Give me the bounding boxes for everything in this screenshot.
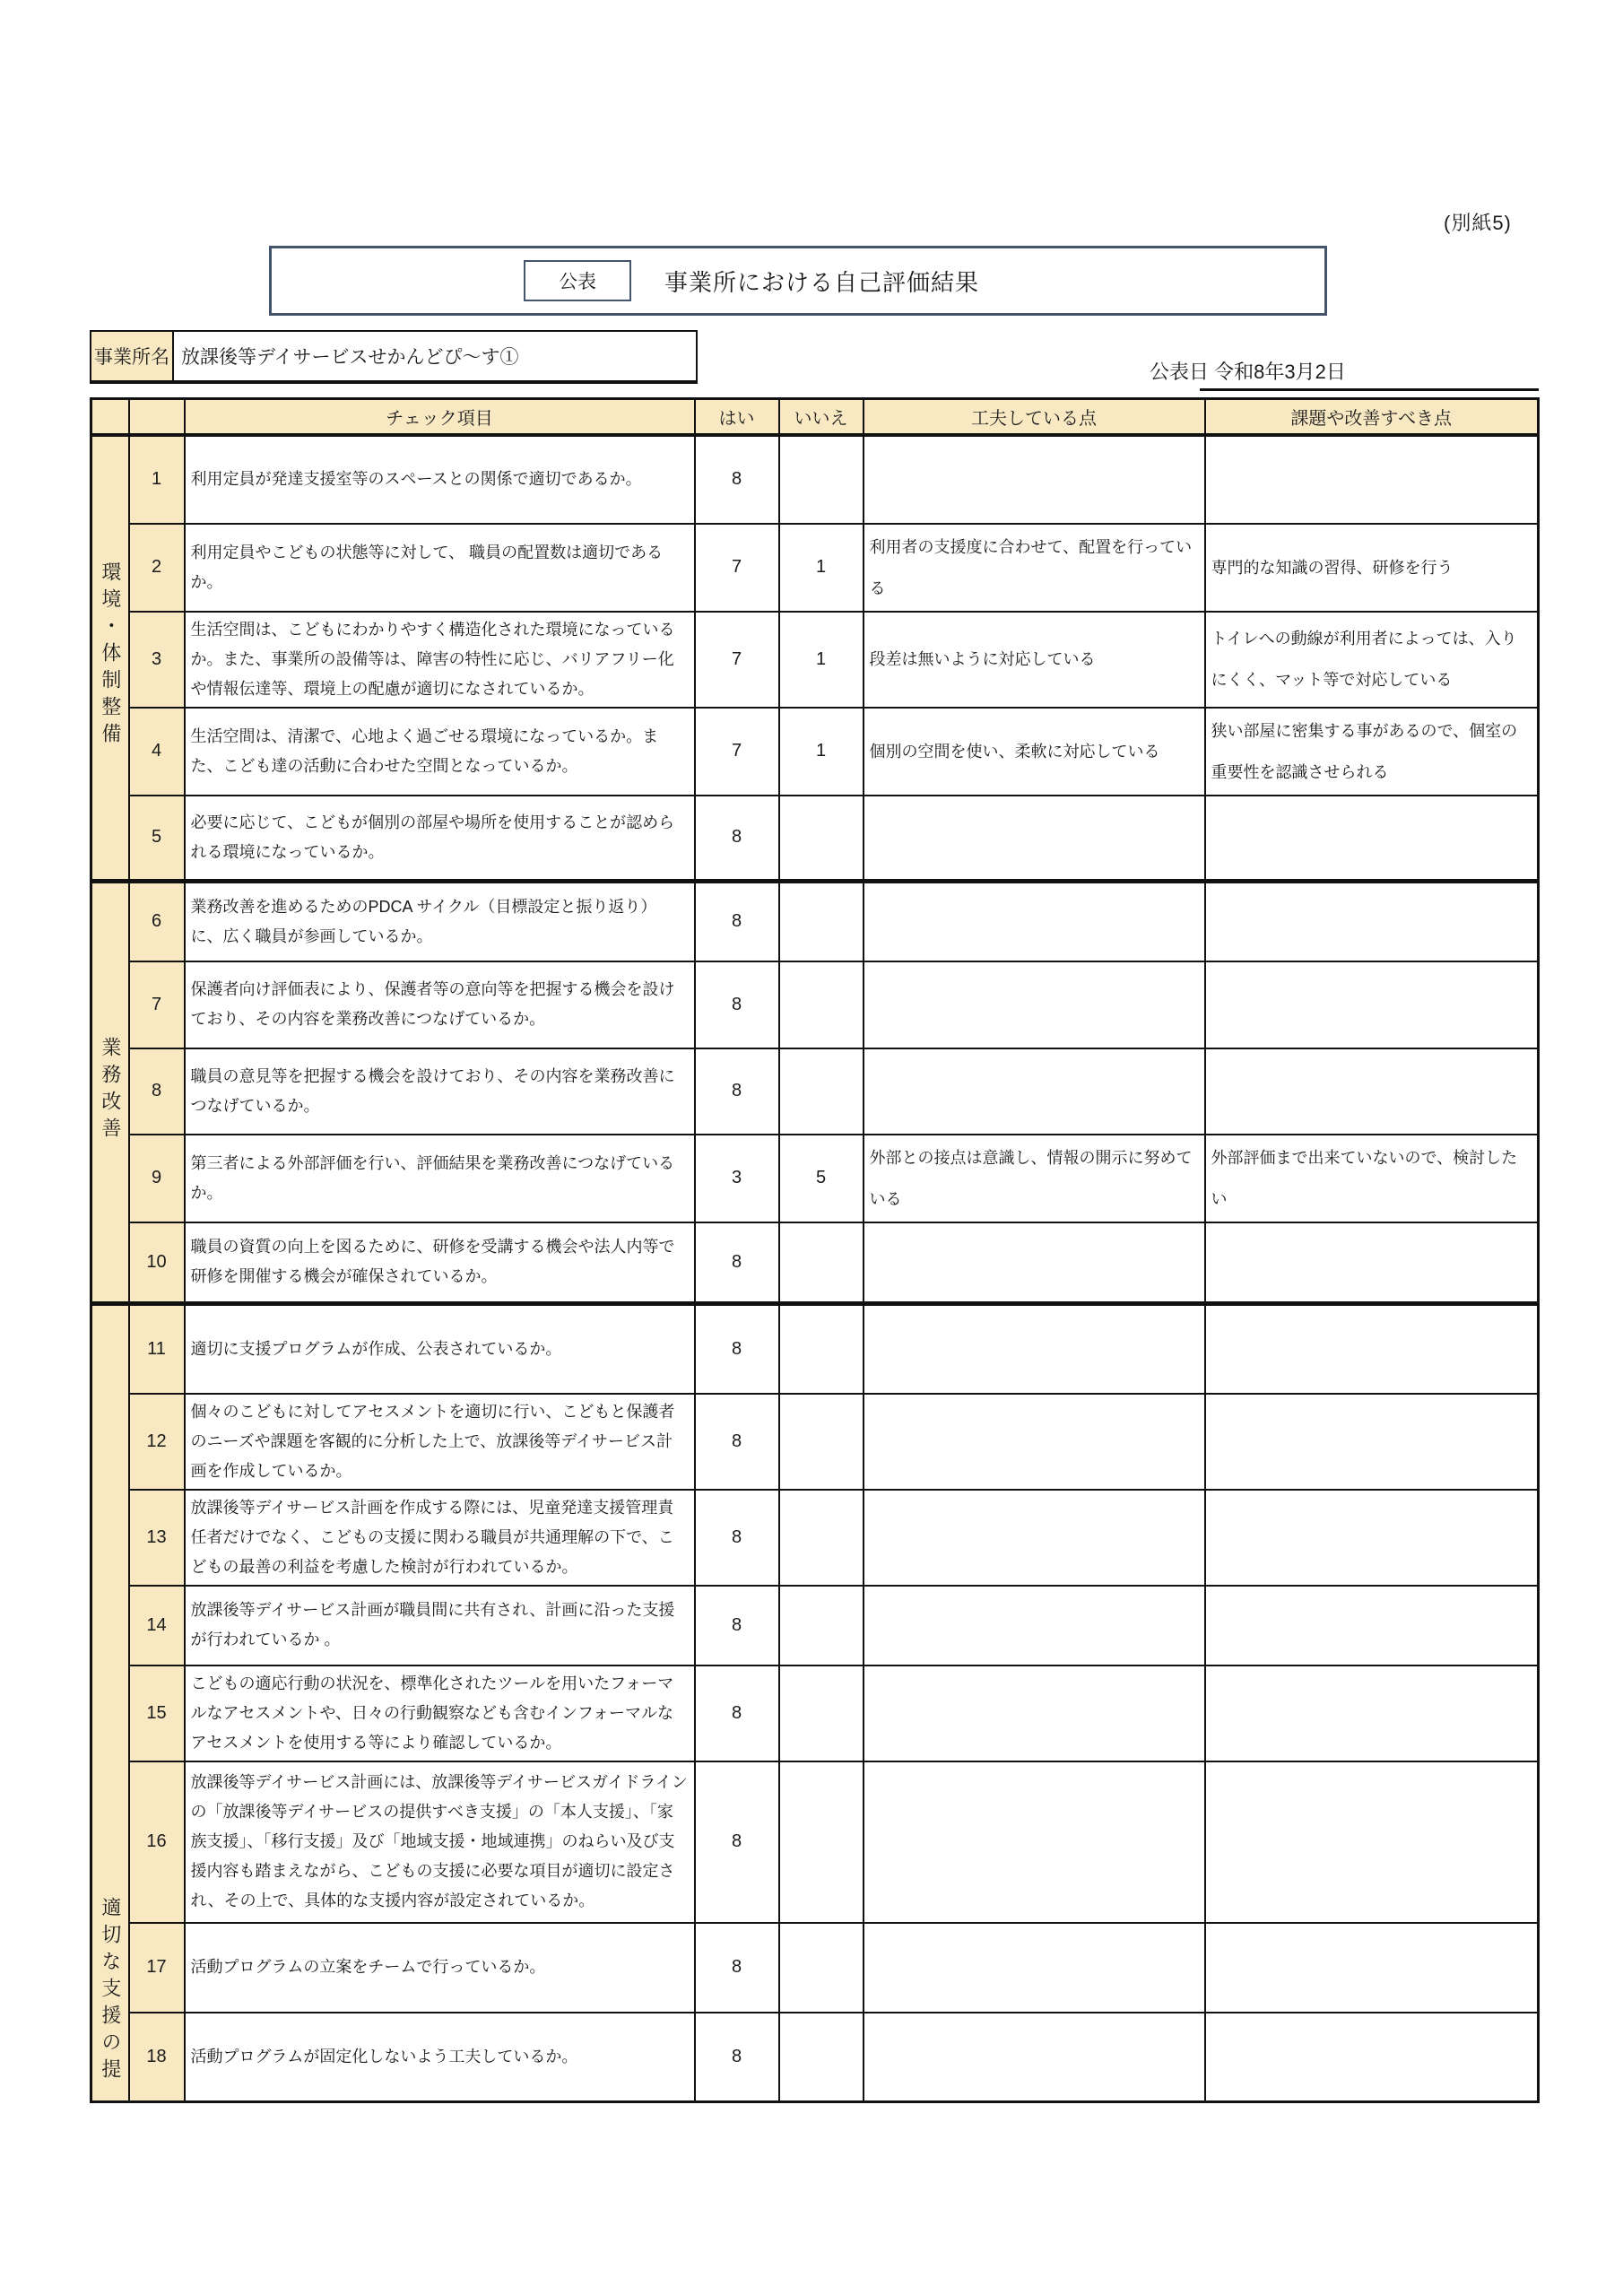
issues-cell [1205,1665,1539,1761]
no-count-cell [779,1586,864,1665]
category-cell-operations [91,882,129,1304]
table-row [91,1135,1539,1222]
category-label: 業務改善 [99,1036,122,1144]
no-count-cell [779,1665,864,1761]
check-item-cell: 活動プログラムが固定化しないよう工夫しているか。 [185,2013,695,2102]
issues-cell [1205,882,1539,961]
issues-cell [1205,1586,1539,1665]
no-count-cell: 1 [779,524,864,612]
table-row [91,1586,1539,1665]
row-number: 12 [129,1394,185,1490]
no-count-cell: 1 [779,612,864,708]
header-category-cell [91,399,129,435]
office-name-value: 放課後等デイサービスせかんどぴ〜す① [174,332,696,380]
header-devised: 工夫している点 [864,399,1205,435]
devised-cell [864,882,1205,961]
yes-count-cell: 8 [695,1222,779,1304]
row-number: 6 [129,882,185,961]
yes-count-cell: 7 [695,524,779,612]
check-item-cell: 保護者向け評価表により、保護者等の意向等を把握する機会を設けており、その内容を業務改善につなげているか。 [185,961,695,1048]
yes-count-cell: 8 [695,1394,779,1490]
yes-count-cell: 8 [695,1923,779,2013]
issues-cell: トイレへの動線が利用者によっては、入りにくく、マット等で対応している [1205,612,1539,708]
devised-cell [864,961,1205,1048]
no-count-cell [779,2013,864,2102]
no-count-cell [779,961,864,1048]
self-evaluation-table [90,397,1540,2103]
issues-cell: 専門的な知識の習得、研修を行う [1205,524,1539,612]
no-count-cell [779,882,864,961]
table-row [91,708,1539,796]
devised-cell: 段差は無いように対応している [864,612,1205,708]
no-count-cell: 1 [779,708,864,796]
devised-cell: 外部との接点は意識し、情報の開示に努めている [864,1135,1205,1222]
devised-cell [864,1586,1205,1665]
check-item-cell: 放課後等デイサービス計画には、放課後等デイサービスガイドラインの「放課後等デイサービスの提供すべき支援」の「本人支援」、「家族支援」、「移行支援」及び「地域支援・地域連携」のねらい及び支援内容も踏まえながら、こどもの支援に必要な項目が適切に設定され、その上で、具体的な支援内容が設定されているか。 [185,1761,695,1923]
check-item-cell: 必要に応じて、こどもが個別の部屋や場所を使用することが認められる環境になっているか。 [185,796,695,882]
table-row [91,796,1539,882]
yes-count-cell: 8 [695,2013,779,2102]
yes-count-cell: 8 [695,1490,779,1586]
table-row [91,524,1539,612]
page-title: 事業所における自己評価結果 [664,268,980,296]
check-item-cell: 第三者による外部評価を行い、評価結果を業務改善につなげているか。 [185,1135,695,1222]
no-count-cell [779,1304,864,1394]
yes-count-cell: 8 [695,882,779,961]
issues-cell: 狭い部屋に密集する事があるので、個室の重要性を認識させられる [1205,708,1539,796]
category-label: 適切な支援の提 [99,1897,122,2085]
issues-cell [1205,1048,1539,1135]
check-item-cell: 利用定員が発達支援室等のスペースとの関係で適切であるか。 [185,435,695,524]
table-row [91,1222,1539,1304]
issues-cell [1205,435,1539,524]
issues-cell [1205,2013,1539,2102]
no-count-cell [779,1490,864,1586]
row-number: 8 [129,1048,185,1135]
devised-cell: 個別の空間を使い、柔軟に対応している [864,708,1205,796]
row-number: 18 [129,2013,185,2102]
table-row [91,435,1539,524]
no-count-cell [779,796,864,882]
header-number-cell [129,399,185,435]
yes-count-cell: 8 [695,961,779,1048]
row-number: 17 [129,1923,185,2013]
publish-date-underline [1200,388,1539,391]
title-box [269,246,1327,316]
no-count-cell [779,1394,864,1490]
issues-cell [1205,1761,1539,1923]
header-no: いいえ [779,399,864,435]
category-label: 環境・体制整備 [99,561,122,750]
header-issues: 課題や改善すべき点 [1205,399,1539,435]
check-item-cell: 適切に支援プログラムが作成、公表されているか。 [185,1304,695,1394]
row-number: 10 [129,1222,185,1304]
issues-cell [1205,1490,1539,1586]
devised-cell: 利用者の支援度に合わせて、配置を行っている [864,524,1205,612]
row-number: 11 [129,1304,185,1394]
yes-count-cell: 8 [695,1761,779,1923]
office-name-table [90,330,698,384]
table-row [91,882,1539,961]
devised-cell [864,1923,1205,2013]
header-yes: はい [695,399,779,435]
yes-count-cell: 7 [695,708,779,796]
no-count-cell [779,1222,864,1304]
table-row [91,2013,1539,2102]
issues-cell [1205,1394,1539,1490]
table-row [91,1923,1539,2013]
table-row [91,961,1539,1048]
check-item-cell: 利用定員やこどもの状態等に対して、 職員の配置数は適切であるか。 [185,524,695,612]
check-item-cell: 放課後等デイサービス計画が職員間に共有され、計画に沿った支援が行われているか 。 [185,1586,695,1665]
devised-cell [864,1222,1205,1304]
row-number: 13 [129,1490,185,1586]
issues-cell [1205,961,1539,1048]
table-row [91,1304,1539,1394]
check-item-cell: 生活空間は、清潔で、心地よく過ごせる環境になっているか。また、こども達の活動に合わせた空間となっているか。 [185,708,695,796]
devised-cell [864,2013,1205,2102]
no-count-cell [779,1923,864,2013]
check-item-cell: 活動プログラムの立案をチームで行っているか。 [185,1923,695,2013]
row-number: 5 [129,796,185,882]
devised-cell [864,796,1205,882]
yes-count-cell: 7 [695,612,779,708]
office-name-label: 事業所名 [91,332,174,380]
row-number: 14 [129,1586,185,1665]
issues-cell [1205,1222,1539,1304]
check-item-cell: こどもの適応行動の状況を、標準化されたツールを用いたフォーマルなアセスメントや、日々の行動観察なども含むインフォーマルなアセスメントを使用する等により確認しているか。 [185,1665,695,1761]
no-count-cell [779,435,864,524]
publication-tag-box [524,260,631,301]
devised-cell [864,1761,1205,1923]
no-count-cell: 5 [779,1135,864,1222]
check-item-cell: 生活空間は、こどもにわかりやすく構造化された環境になっているか。また、事業所の設備等は、障害の特性に応じ、バリアフリー化や情報伝達等、環境上の配慮が適切になされているか。 [185,612,695,708]
header-check-item: チェック項目 [185,399,695,435]
issues-cell [1205,796,1539,882]
row-number: 2 [129,524,185,612]
row-number: 16 [129,1761,185,1923]
category-cell-environment [91,435,129,882]
row-number: 3 [129,612,185,708]
check-item-cell: 職員の意見等を把握する機会を設けており、その内容を業務改善につなげているか。 [185,1048,695,1135]
issues-cell [1205,1923,1539,2013]
check-item-cell: 放課後等デイサービス計画を作成する際には、児童発達支援管理責任者だけでなく、こどもの支援に関わる職員が共通理解の下で、こどもの最善の利益を考慮した検討が行われているか。 [185,1490,695,1586]
publish-date: 公表日 令和8年3月2日 [1150,361,1346,383]
devised-cell [864,1304,1205,1394]
devised-cell [864,435,1205,524]
check-item-cell: 個々のこどもに対してアセスメントを適切に行い、こどもと保護者のニーズや課題を客観的に分析した上で、放課後等デイサービス計画を作成しているか。 [185,1394,695,1490]
row-number: 15 [129,1665,185,1761]
issues-cell: 外部評価まで出来ていないので、検討したい [1205,1135,1539,1222]
yes-count-cell: 8 [695,435,779,524]
row-number: 1 [129,435,185,524]
devised-cell [864,1394,1205,1490]
yes-count-cell: 8 [695,796,779,882]
issues-cell [1205,1304,1539,1394]
row-number: 9 [129,1135,185,1222]
check-item-cell: 職員の資質の向上を図るために、研修を受講する機会や法人内等で研修を開催する機会が確保されているか。 [185,1222,695,1304]
table-row [91,1048,1539,1135]
row-number: 7 [129,961,185,1048]
publication-tag-label: 公表 [559,272,596,292]
yes-count-cell: 8 [695,1304,779,1394]
devised-cell [864,1490,1205,1586]
yes-count-cell: 8 [695,1586,779,1665]
row-number: 4 [129,708,185,796]
yes-count-cell: 8 [695,1665,779,1761]
no-count-cell [779,1761,864,1923]
table-header-row [91,399,1539,435]
yes-count-cell: 8 [695,1048,779,1135]
yes-count-cell: 3 [695,1135,779,1222]
corner-note: (別紙5) [1444,212,1512,234]
table-row [91,1490,1539,1586]
table-row [91,612,1539,708]
no-count-cell [779,1048,864,1135]
table-row [91,1761,1539,1923]
devised-cell [864,1048,1205,1135]
table-row [91,1665,1539,1761]
check-item-cell: 業務改善を進めるためのPDCA サイクル（目標設定と振り返り）に、広く職員が参画しているか。 [185,882,695,961]
table-row [91,1394,1539,1490]
devised-cell [864,1665,1205,1761]
category-cell-support [91,1304,129,2102]
